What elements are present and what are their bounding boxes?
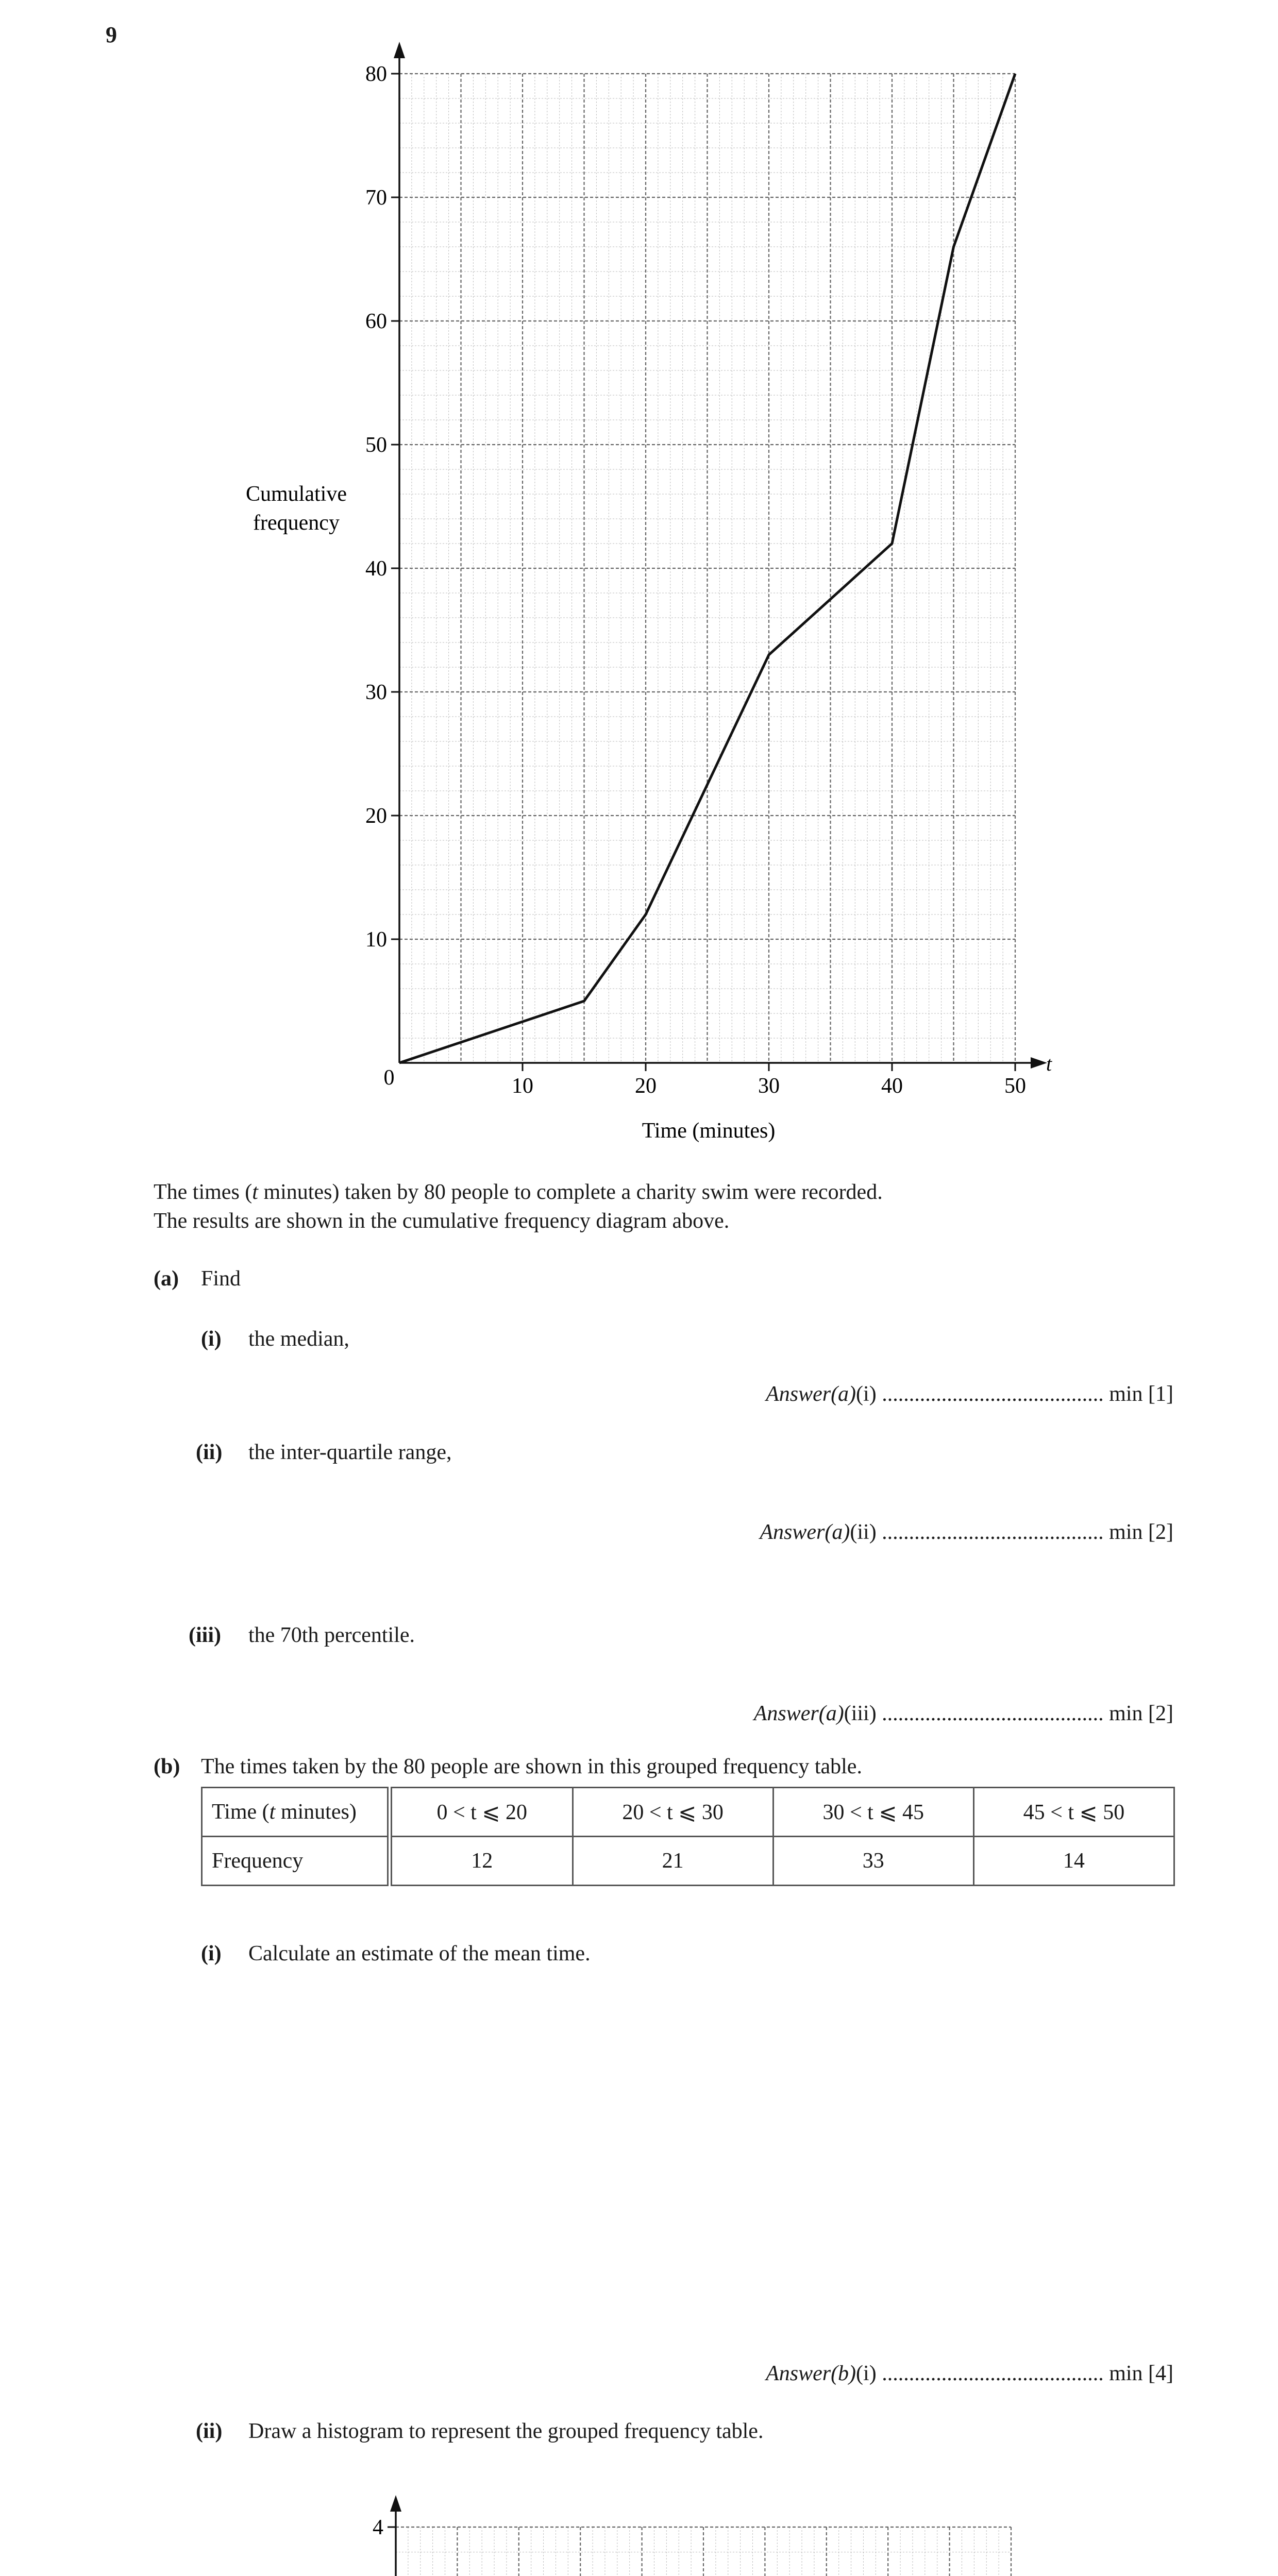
table-cell-frequency: 21 (573, 1837, 773, 1886)
cf-y-tick-label: 60 (365, 310, 387, 333)
part-a-iii-text: the 70th percentile. (248, 1623, 415, 1647)
table-cell-class: 30 < t ⩽ 45 (773, 1788, 973, 1837)
part-a-i-text: the median, (248, 1327, 349, 1351)
question-number: 9 (106, 22, 117, 47)
part-b-ii-text: Draw a histogram to represent the grouped frequency table. (248, 2419, 764, 2443)
table-header-frequency: Frequency (202, 1837, 390, 1886)
cf-x-tick-label: 20 (635, 1074, 657, 1098)
cf-ylabel-line1: Cumulative (246, 482, 347, 506)
cf-y-tick-label: 80 (365, 62, 387, 86)
cf-x-var: t (1046, 1052, 1052, 1075)
table-row (202, 1837, 1174, 1886)
intro-line-1: The times (t minutes) taken by 80 people to complete a charity swim were recorded. (154, 1180, 883, 1204)
cf-x-tick-label: 40 (881, 1074, 903, 1098)
table-header-time: Time (t minutes) (202, 1788, 390, 1837)
table-cell-class: 0 < t ⩽ 20 (390, 1788, 573, 1837)
table-cell-class: 20 < t ⩽ 30 (573, 1788, 773, 1837)
answer-a-i: Answer(a)(i) ......................................... min [1] (766, 1382, 1173, 1406)
cf-y-tick-label: 50 (365, 433, 387, 457)
cf-x-axis-arrow (1031, 1057, 1047, 1069)
cf-y-tick-label: 10 (365, 928, 387, 952)
answer-b-i: Answer(b)(i) ......................................... min [4] (766, 2362, 1173, 2385)
part-a-text: Find (201, 1267, 241, 1291)
part-b-i-text: Calculate an estimate of the mean time. (248, 1942, 591, 1965)
table-cell-frequency: 14 (973, 1837, 1174, 1886)
hist-axes (388, 2495, 1043, 2576)
table-row (202, 1788, 1174, 1837)
cf-xlabel: Time (minutes) (642, 1119, 776, 1143)
cf-y-tick-label: 70 (365, 186, 387, 210)
part-a-ii-text: the inter-quartile range, (248, 1440, 452, 1464)
cf-grid (399, 74, 1015, 1063)
part-b-ii-label: (ii) (196, 2419, 223, 2443)
histogram-graph (0, 2463, 1278, 2576)
answer-a-ii: Answer(a)(ii) ......................................... min [2] (760, 1520, 1173, 1544)
hist-grid (396, 2527, 1011, 2576)
answer-a-iii: Answer(a)(iii) ......................................... min [2] (753, 1702, 1173, 1725)
part-a-ii-label: (ii) (196, 1440, 223, 1464)
hist-tick-labels (373, 2516, 1022, 2576)
cf-x-tick-label: 30 (758, 1074, 780, 1098)
grouped-frequency-table (201, 1787, 1175, 1886)
cf-tick-labels (365, 62, 1026, 1098)
table-cell-class: 45 < t ⩽ 50 (973, 1788, 1174, 1837)
cf-x-tick-label: 50 (1004, 1074, 1026, 1098)
cf-ylabel-line2: frequency (253, 511, 340, 535)
table-cell-frequency: 12 (390, 1837, 573, 1886)
cf-axes (391, 42, 1047, 1071)
cf-x-tick-label: 10 (512, 1074, 533, 1098)
table-cell-frequency: 33 (773, 1837, 973, 1886)
cf-y-tick-label: 20 (365, 804, 387, 828)
cf-y-tick-label: 30 (365, 681, 387, 704)
cumulative-frequency-graph (0, 0, 1278, 1164)
part-a-iii-label: (iii) (189, 1623, 221, 1647)
part-b-label: (b) (154, 1755, 180, 1778)
cf-y-tick-label: 40 (365, 557, 387, 581)
hist-y-tick-label: 4 (373, 2516, 383, 2539)
hist-y-axis-arrow (390, 2495, 401, 2512)
cf-y-axis-arrow (394, 42, 405, 58)
part-a-i-label: (i) (201, 1327, 222, 1351)
part-a-label: (a) (154, 1267, 179, 1291)
part-b-text: The times taken by the 80 people are shown in this grouped frequency table. (201, 1755, 862, 1778)
cf-origin-label: 0 (383, 1066, 395, 1090)
part-b-i-label: (i) (201, 1942, 222, 1965)
intro-line-2: The results are shown in the cumulative frequency diagram above. (154, 1209, 730, 1233)
